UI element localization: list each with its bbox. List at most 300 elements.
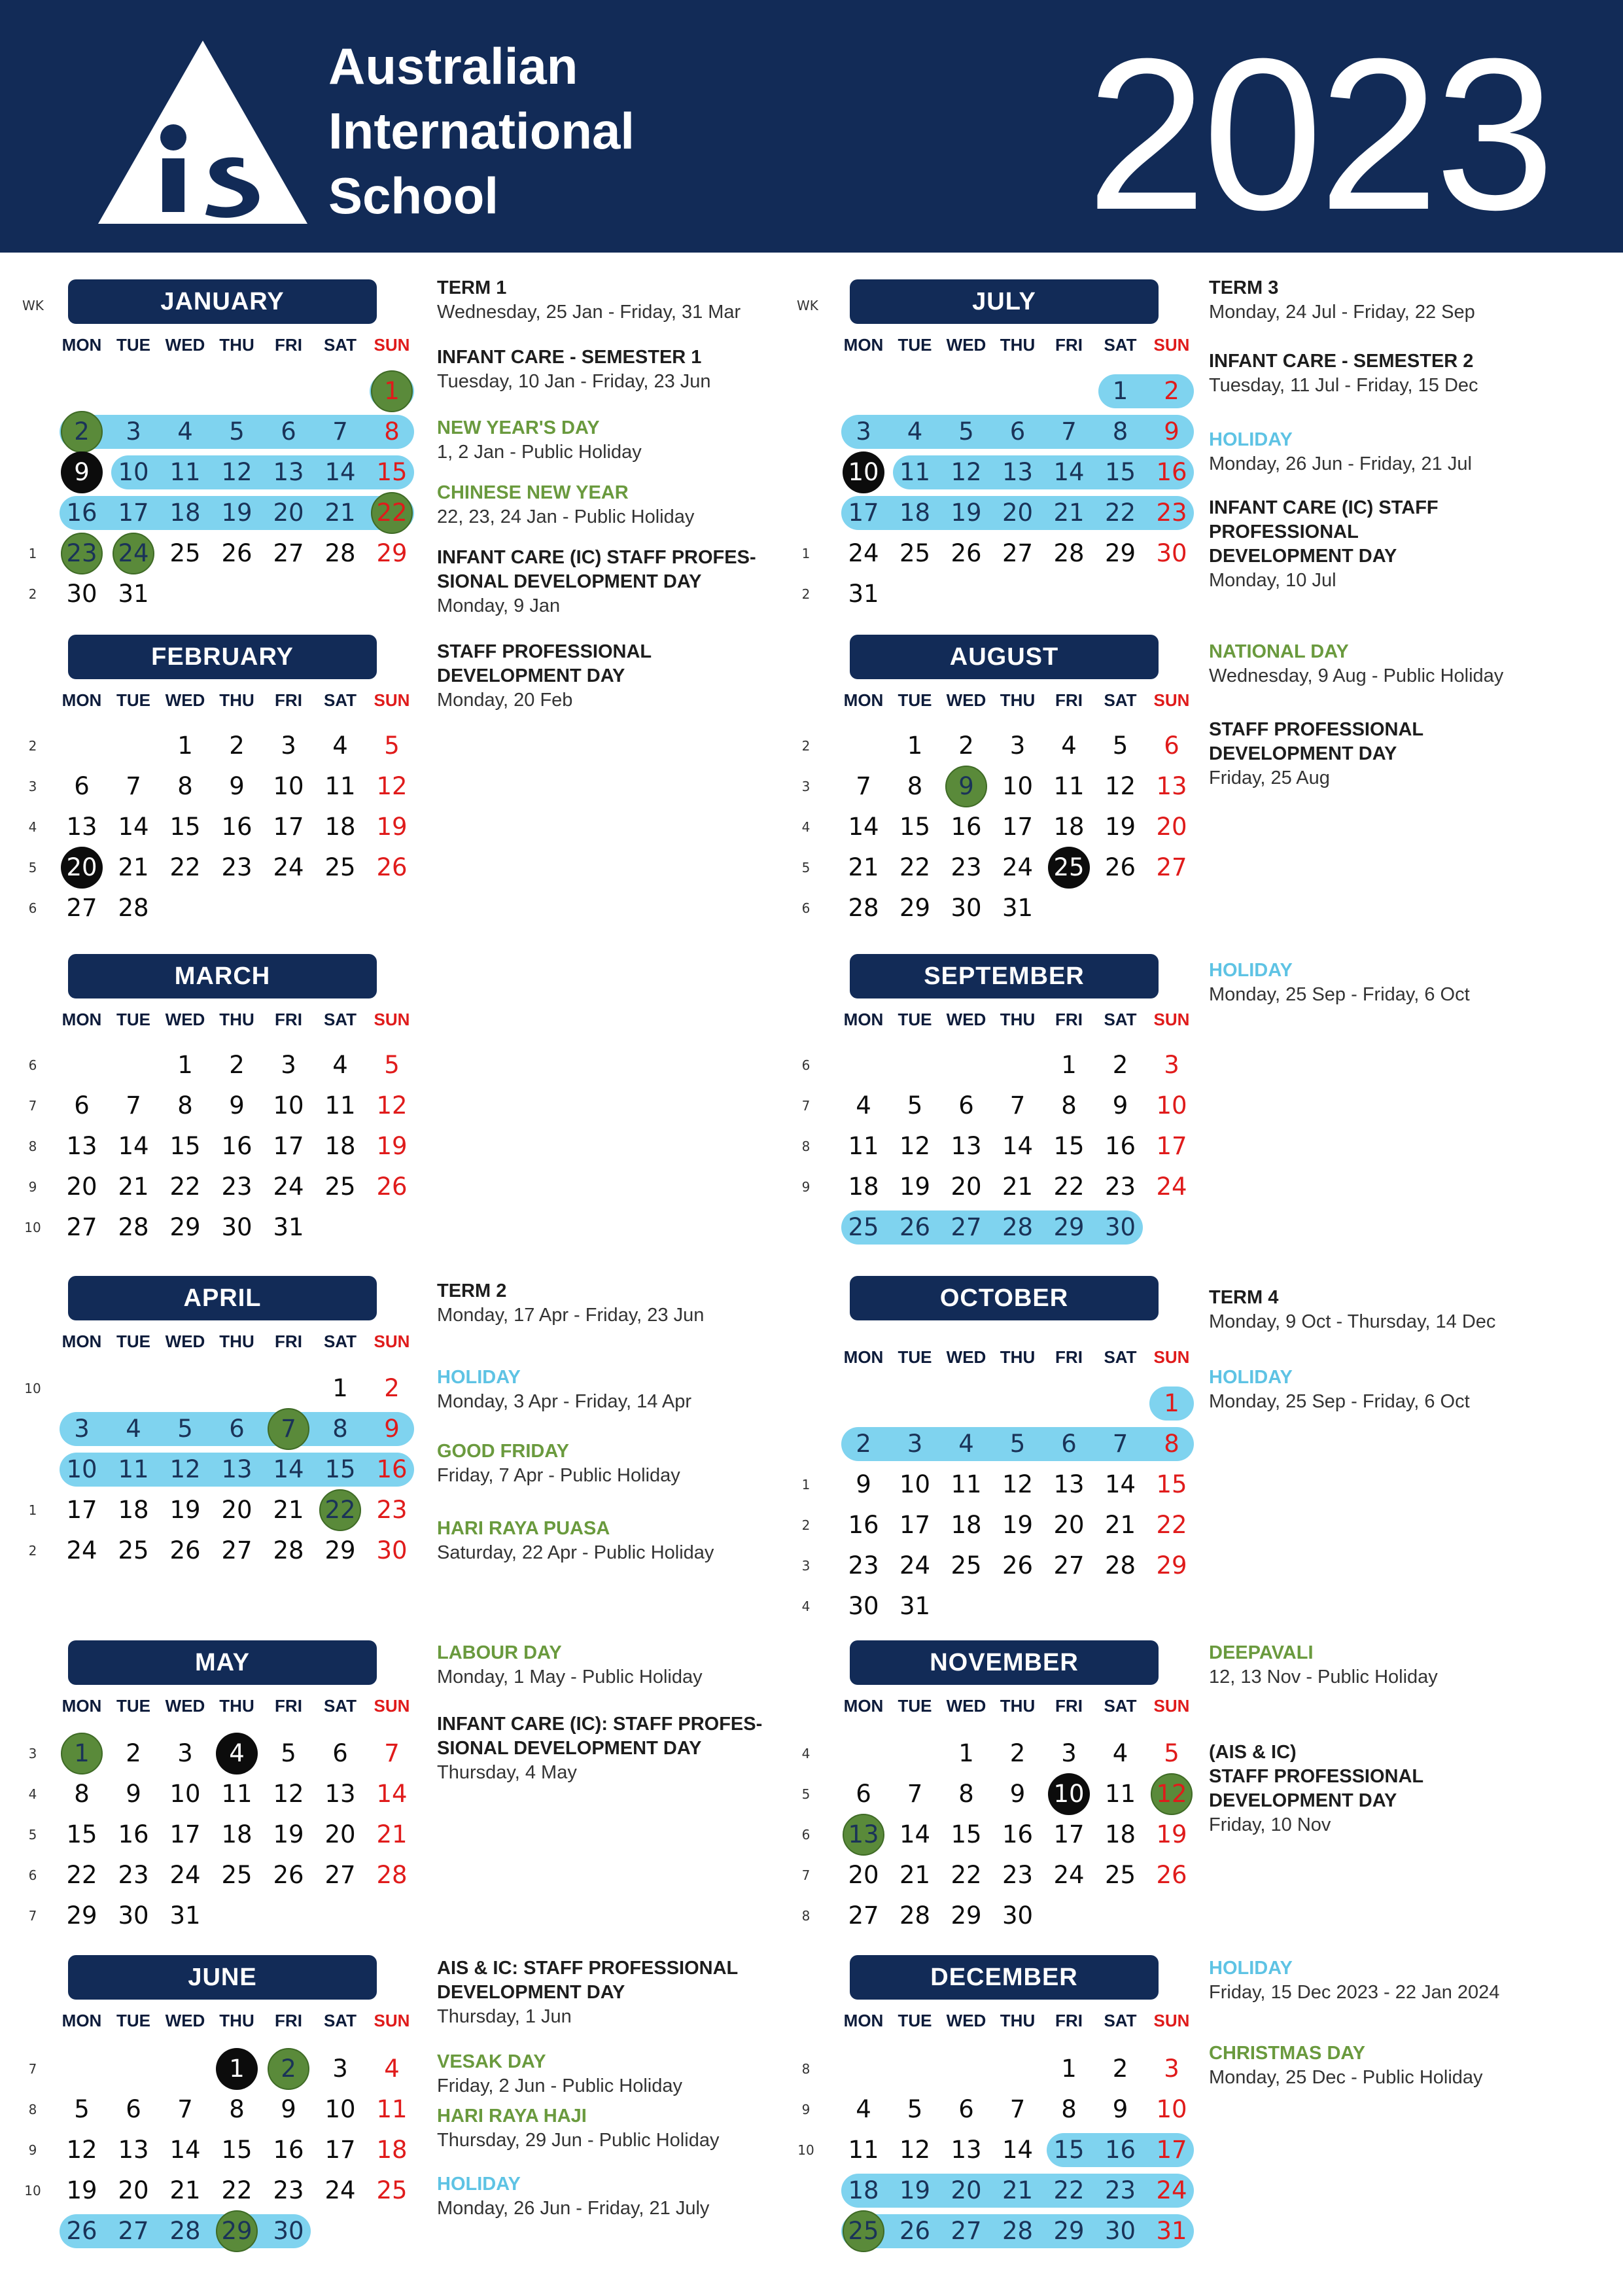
day-cell[interactable]: 17 xyxy=(848,499,879,527)
day-cell[interactable]: 27 xyxy=(951,1213,982,1241)
day-cell[interactable]: 29 xyxy=(951,1901,982,1930)
day-cell[interactable]: 3 xyxy=(74,1415,90,1443)
day-cell[interactable]: 15 xyxy=(1053,2136,1085,2164)
day-cell[interactable]: 15 xyxy=(1104,458,1136,486)
day-cell[interactable]: 4 xyxy=(177,417,193,446)
day-cell[interactable]: 13 xyxy=(324,1780,356,1808)
day-cell[interactable]: 17 xyxy=(899,1511,931,1539)
day-cell[interactable]: 10 xyxy=(899,1470,931,1498)
day-cell[interactable]: 8 xyxy=(229,2095,245,2123)
day-cell[interactable]: 30 xyxy=(66,580,97,608)
day-cell[interactable]: 28 xyxy=(1002,1213,1034,1241)
day-cell[interactable]: 4 xyxy=(229,1739,245,1767)
day-cell[interactable]: 24 xyxy=(273,853,304,881)
day-cell[interactable]: 27 xyxy=(1053,1551,1085,1580)
day-cell[interactable]: 16 xyxy=(66,499,97,527)
day-cell[interactable]: 11 xyxy=(118,1455,149,1483)
day-cell[interactable]: 25 xyxy=(848,2217,879,2245)
day-cell[interactable]: 19 xyxy=(273,1820,304,1848)
day-cell[interactable]: 25 xyxy=(118,1536,149,1564)
day-cell[interactable]: 8 xyxy=(1112,417,1128,446)
day-cell[interactable]: 29 xyxy=(1053,2217,1085,2245)
day-cell[interactable]: 15 xyxy=(169,813,201,841)
day-cell[interactable]: 31 xyxy=(118,580,149,608)
day-cell[interactable]: 13 xyxy=(221,1455,253,1483)
day-cell[interactable]: 14 xyxy=(899,1820,931,1848)
day-cell[interactable]: 31 xyxy=(1156,2217,1187,2245)
day-cell[interactable]: 27 xyxy=(273,539,304,567)
day-cell[interactable]: 26 xyxy=(221,539,253,567)
day-cell[interactable]: 16 xyxy=(118,1820,149,1848)
day-cell[interactable]: 20 xyxy=(951,2176,982,2204)
day-cell[interactable]: 5 xyxy=(958,417,974,446)
day-cell[interactable]: 6 xyxy=(856,1780,871,1808)
day-cell[interactable]: 21 xyxy=(899,1861,931,1889)
day-cell[interactable]: 18 xyxy=(118,1496,149,1524)
day-cell[interactable]: 1 xyxy=(177,732,193,760)
day-cell[interactable]: 17 xyxy=(118,499,149,527)
day-cell[interactable]: 11 xyxy=(951,1470,982,1498)
day-cell[interactable]: 19 xyxy=(376,813,408,841)
day-cell[interactable]: 18 xyxy=(169,499,201,527)
day-cell[interactable]: 24 xyxy=(66,1536,97,1564)
day-cell[interactable]: 10 xyxy=(1156,2095,1187,2123)
day-cell[interactable]: 10 xyxy=(848,458,879,486)
day-cell[interactable]: 25 xyxy=(376,2176,408,2204)
day-cell[interactable]: 30 xyxy=(273,2217,304,2245)
day-cell[interactable]: 21 xyxy=(376,1820,408,1848)
day-cell[interactable]: 6 xyxy=(74,1091,90,1120)
day-cell[interactable]: 16 xyxy=(221,813,253,841)
day-cell[interactable]: 6 xyxy=(958,1091,974,1120)
day-cell[interactable]: 17 xyxy=(273,813,304,841)
day-cell[interactable]: 31 xyxy=(848,580,879,608)
day-cell[interactable]: 18 xyxy=(324,813,356,841)
day-cell[interactable]: 15 xyxy=(66,1820,97,1848)
day-cell[interactable]: 5 xyxy=(1112,732,1128,760)
day-cell[interactable]: 8 xyxy=(177,772,193,800)
day-cell[interactable]: 9 xyxy=(229,772,245,800)
day-cell[interactable]: 25 xyxy=(899,539,931,567)
day-cell[interactable]: 26 xyxy=(66,2217,97,2245)
day-cell[interactable]: 29 xyxy=(1156,1551,1187,1580)
day-cell[interactable]: 20 xyxy=(1156,813,1187,841)
day-cell[interactable]: 26 xyxy=(376,1173,408,1201)
day-cell[interactable]: 23 xyxy=(1104,1173,1136,1201)
day-cell[interactable]: 18 xyxy=(376,2136,408,2164)
day-cell[interactable]: 9 xyxy=(1164,417,1179,446)
day-cell[interactable]: 7 xyxy=(1112,1430,1128,1458)
day-cell[interactable]: 26 xyxy=(376,853,408,881)
day-cell[interactable]: 6 xyxy=(229,1415,245,1443)
day-cell[interactable]: 27 xyxy=(118,2217,149,2245)
day-cell[interactable]: 3 xyxy=(281,732,296,760)
day-cell[interactable]: 12 xyxy=(1156,1780,1187,1808)
day-cell[interactable]: 23 xyxy=(1002,1861,1034,1889)
day-cell[interactable]: 29 xyxy=(324,1536,356,1564)
day-cell[interactable]: 5 xyxy=(177,1415,193,1443)
day-cell[interactable]: 7 xyxy=(384,1739,400,1767)
day-cell[interactable]: 5 xyxy=(229,417,245,446)
day-cell[interactable]: 3 xyxy=(1009,732,1026,760)
day-cell[interactable]: 7 xyxy=(126,1091,141,1120)
day-cell[interactable]: 2 xyxy=(1009,1739,1026,1767)
day-cell[interactable]: 1 xyxy=(1061,1051,1077,1079)
day-cell[interactable]: 14 xyxy=(1002,1132,1034,1160)
day-cell[interactable]: 4 xyxy=(856,2095,871,2123)
day-cell[interactable]: 14 xyxy=(324,458,356,486)
day-cell[interactable]: 29 xyxy=(376,539,408,567)
day-cell[interactable]: 1 xyxy=(332,1374,348,1402)
day-cell[interactable]: 22 xyxy=(169,853,201,881)
day-cell[interactable]: 25 xyxy=(951,1551,982,1580)
day-cell[interactable]: 19 xyxy=(1002,1511,1034,1539)
day-cell[interactable]: 20 xyxy=(118,2176,149,2204)
day-cell[interactable]: 27 xyxy=(1156,853,1187,881)
day-cell[interactable]: 9 xyxy=(384,1415,400,1443)
day-cell[interactable]: 25 xyxy=(1104,1861,1136,1889)
day-cell[interactable]: 6 xyxy=(126,2095,141,2123)
day-cell[interactable]: 30 xyxy=(376,1536,408,1564)
day-cell[interactable]: 20 xyxy=(66,853,97,881)
day-cell[interactable]: 22 xyxy=(66,1861,97,1889)
day-cell[interactable]: 30 xyxy=(1104,1213,1136,1241)
day-cell[interactable]: 10 xyxy=(66,1455,97,1483)
day-cell[interactable]: 17 xyxy=(1156,2136,1187,2164)
day-cell[interactable]: 26 xyxy=(169,1536,201,1564)
day-cell[interactable]: 10 xyxy=(273,772,304,800)
day-cell[interactable]: 4 xyxy=(907,417,923,446)
day-cell[interactable]: 22 xyxy=(324,1496,356,1524)
day-cell[interactable]: 7 xyxy=(1009,1091,1026,1120)
day-cell[interactable]: 17 xyxy=(1053,1820,1085,1848)
day-cell[interactable]: 3 xyxy=(907,1430,923,1458)
day-cell[interactable]: 8 xyxy=(1061,2095,1077,2123)
day-cell[interactable]: 10 xyxy=(118,458,149,486)
day-cell[interactable]: 7 xyxy=(1009,2095,1026,2123)
day-cell[interactable]: 13 xyxy=(848,1820,879,1848)
day-cell[interactable]: 27 xyxy=(66,894,97,922)
day-cell[interactable]: 8 xyxy=(332,1415,348,1443)
day-cell[interactable]: 6 xyxy=(1164,732,1179,760)
day-cell[interactable]: 9 xyxy=(126,1780,141,1808)
day-cell[interactable]: 3 xyxy=(1164,2055,1179,2083)
day-cell[interactable]: 13 xyxy=(951,1132,982,1160)
day-cell[interactable]: 7 xyxy=(126,772,141,800)
day-cell[interactable]: 12 xyxy=(273,1780,304,1808)
day-cell[interactable]: 17 xyxy=(169,1820,201,1848)
day-cell[interactable]: 20 xyxy=(273,499,304,527)
day-cell[interactable]: 4 xyxy=(1061,732,1077,760)
day-cell[interactable]: 3 xyxy=(281,1051,296,1079)
day-cell[interactable]: 24 xyxy=(118,539,149,567)
day-cell[interactable]: 1 xyxy=(958,1739,974,1767)
day-cell[interactable]: 8 xyxy=(958,1780,974,1808)
day-cell[interactable]: 22 xyxy=(169,1173,201,1201)
day-cell[interactable]: 18 xyxy=(848,2176,879,2204)
day-cell[interactable]: 9 xyxy=(856,1470,871,1498)
day-cell[interactable]: 28 xyxy=(324,539,356,567)
day-cell[interactable]: 24 xyxy=(273,1173,304,1201)
day-cell[interactable]: 1 xyxy=(384,377,400,405)
day-cell[interactable]: 23 xyxy=(66,539,97,567)
day-cell[interactable]: 1 xyxy=(1164,1389,1179,1417)
day-cell[interactable]: 25 xyxy=(848,1213,879,1241)
day-cell[interactable]: 8 xyxy=(74,1780,90,1808)
day-cell[interactable]: 4 xyxy=(332,732,348,760)
day-cell[interactable]: 18 xyxy=(324,1132,356,1160)
day-cell[interactable]: 23 xyxy=(221,853,253,881)
day-cell[interactable]: 12 xyxy=(899,1132,931,1160)
day-cell[interactable]: 31 xyxy=(273,1213,304,1241)
day-cell[interactable]: 12 xyxy=(1002,1470,1034,1498)
day-cell[interactable]: 5 xyxy=(281,1739,296,1767)
day-cell[interactable]: 29 xyxy=(899,894,931,922)
day-cell[interactable]: 2 xyxy=(1112,1051,1128,1079)
day-cell[interactable]: 31 xyxy=(899,1592,931,1620)
day-cell[interactable]: 22 xyxy=(951,1861,982,1889)
day-cell[interactable]: 9 xyxy=(281,2095,296,2123)
day-cell[interactable]: 2 xyxy=(74,417,90,446)
day-cell[interactable]: 28 xyxy=(273,1536,304,1564)
day-cell[interactable]: 24 xyxy=(1002,853,1034,881)
day-cell[interactable]: 21 xyxy=(848,853,879,881)
day-cell[interactable]: 21 xyxy=(1002,2176,1034,2204)
day-cell[interactable]: 5 xyxy=(907,1091,923,1120)
day-cell[interactable]: 19 xyxy=(376,1132,408,1160)
day-cell[interactable]: 9 xyxy=(1112,2095,1128,2123)
day-cell[interactable]: 4 xyxy=(856,1091,871,1120)
day-cell[interactable]: 14 xyxy=(1104,1470,1136,1498)
day-cell[interactable]: 27 xyxy=(951,2217,982,2245)
day-cell[interactable]: 15 xyxy=(899,813,931,841)
day-cell[interactable]: 6 xyxy=(1061,1430,1077,1458)
day-cell[interactable]: 6 xyxy=(332,1739,348,1767)
day-cell[interactable]: 19 xyxy=(66,2176,97,2204)
day-cell[interactable]: 15 xyxy=(221,2136,253,2164)
day-cell[interactable]: 11 xyxy=(899,458,931,486)
day-cell[interactable]: 11 xyxy=(1104,1780,1136,1808)
day-cell[interactable]: 26 xyxy=(1002,1551,1034,1580)
day-cell[interactable]: 8 xyxy=(177,1091,193,1120)
day-cell[interactable]: 27 xyxy=(66,1213,97,1241)
day-cell[interactable]: 3 xyxy=(332,2055,348,2083)
day-cell[interactable]: 27 xyxy=(324,1861,356,1889)
day-cell[interactable]: 27 xyxy=(221,1536,253,1564)
day-cell[interactable]: 28 xyxy=(1053,539,1085,567)
day-cell[interactable]: 29 xyxy=(1053,1213,1085,1241)
day-cell[interactable]: 24 xyxy=(848,539,879,567)
day-cell[interactable]: 20 xyxy=(1002,499,1034,527)
day-cell[interactable]: 15 xyxy=(1053,1132,1085,1160)
day-cell[interactable]: 22 xyxy=(1104,499,1136,527)
day-cell[interactable]: 29 xyxy=(1104,539,1136,567)
day-cell[interactable]: 19 xyxy=(221,499,253,527)
day-cell[interactable]: 2 xyxy=(958,732,974,760)
day-cell[interactable]: 6 xyxy=(281,417,296,446)
day-cell[interactable]: 10 xyxy=(1156,1091,1187,1120)
day-cell[interactable]: 16 xyxy=(273,2136,304,2164)
day-cell[interactable]: 4 xyxy=(126,1415,141,1443)
day-cell[interactable]: 18 xyxy=(1053,813,1085,841)
day-cell[interactable]: 6 xyxy=(958,2095,974,2123)
day-cell[interactable]: 3 xyxy=(856,417,871,446)
day-cell[interactable]: 3 xyxy=(126,417,141,446)
day-cell[interactable]: 13 xyxy=(1156,772,1187,800)
day-cell[interactable]: 15 xyxy=(324,1455,356,1483)
day-cell[interactable]: 21 xyxy=(273,1496,304,1524)
day-cell[interactable]: 11 xyxy=(169,458,201,486)
day-cell[interactable]: 19 xyxy=(169,1496,201,1524)
day-cell[interactable]: 28 xyxy=(376,1861,408,1889)
day-cell[interactable]: 21 xyxy=(324,499,356,527)
day-cell[interactable]: 12 xyxy=(376,772,408,800)
day-cell[interactable]: 29 xyxy=(66,1901,97,1930)
day-cell[interactable]: 16 xyxy=(1156,458,1187,486)
day-cell[interactable]: 24 xyxy=(1156,1173,1187,1201)
day-cell[interactable]: 16 xyxy=(1104,2136,1136,2164)
day-cell[interactable]: 4 xyxy=(958,1430,974,1458)
day-cell[interactable]: 5 xyxy=(384,732,400,760)
day-cell[interactable]: 21 xyxy=(1053,499,1085,527)
day-cell[interactable]: 20 xyxy=(66,1173,97,1201)
day-cell[interactable]: 24 xyxy=(169,1861,201,1889)
day-cell[interactable]: 16 xyxy=(1002,1820,1034,1848)
day-cell[interactable]: 18 xyxy=(951,1511,982,1539)
day-cell[interactable]: 18 xyxy=(221,1820,253,1848)
day-cell[interactable]: 5 xyxy=(384,1051,400,1079)
day-cell[interactable]: 26 xyxy=(899,2217,931,2245)
day-cell[interactable]: 2 xyxy=(229,732,245,760)
day-cell[interactable]: 8 xyxy=(907,772,923,800)
day-cell[interactable]: 8 xyxy=(1061,1091,1077,1120)
day-cell[interactable]: 23 xyxy=(848,1551,879,1580)
day-cell[interactable]: 2 xyxy=(126,1739,141,1767)
day-cell[interactable]: 25 xyxy=(169,539,201,567)
day-cell[interactable]: 9 xyxy=(1112,1091,1128,1120)
day-cell[interactable]: 11 xyxy=(376,2095,408,2123)
day-cell[interactable]: 31 xyxy=(1002,894,1034,922)
day-cell[interactable]: 29 xyxy=(221,2217,253,2245)
day-cell[interactable]: 25 xyxy=(324,1173,356,1201)
day-cell[interactable]: 1 xyxy=(229,2055,245,2083)
day-cell[interactable]: 20 xyxy=(848,1861,879,1889)
day-cell[interactable]: 23 xyxy=(376,1496,408,1524)
day-cell[interactable]: 26 xyxy=(1104,853,1136,881)
day-cell[interactable]: 11 xyxy=(848,2136,879,2164)
day-cell[interactable]: 26 xyxy=(273,1861,304,1889)
day-cell[interactable]: 28 xyxy=(899,1901,931,1930)
day-cell[interactable]: 4 xyxy=(1112,1739,1128,1767)
day-cell[interactable]: 25 xyxy=(1053,853,1085,881)
day-cell[interactable]: 21 xyxy=(118,1173,149,1201)
day-cell[interactable]: 5 xyxy=(1009,1430,1026,1458)
day-cell[interactable]: 10 xyxy=(1053,1780,1085,1808)
day-cell[interactable]: 12 xyxy=(951,458,982,486)
day-cell[interactable]: 2 xyxy=(1112,2055,1128,2083)
day-cell[interactable]: 16 xyxy=(376,1455,408,1483)
day-cell[interactable]: 25 xyxy=(221,1861,253,1889)
day-cell[interactable]: 2 xyxy=(229,1051,245,1079)
day-cell[interactable]: 3 xyxy=(177,1739,193,1767)
day-cell[interactable]: 13 xyxy=(118,2136,149,2164)
day-cell[interactable]: 28 xyxy=(848,894,879,922)
day-cell[interactable]: 11 xyxy=(1053,772,1085,800)
day-cell[interactable]: 28 xyxy=(1002,2217,1034,2245)
day-cell[interactable]: 9 xyxy=(1009,1780,1026,1808)
day-cell[interactable]: 21 xyxy=(169,2176,201,2204)
day-cell[interactable]: 24 xyxy=(324,2176,356,2204)
day-cell[interactable]: 17 xyxy=(66,1496,97,1524)
day-cell[interactable]: 28 xyxy=(118,1213,149,1241)
day-cell[interactable]: 13 xyxy=(1053,1470,1085,1498)
day-cell[interactable]: 11 xyxy=(324,1091,356,1120)
day-cell[interactable]: 18 xyxy=(1104,1820,1136,1848)
day-cell[interactable]: 6 xyxy=(1009,417,1026,446)
day-cell[interactable]: 10 xyxy=(1002,772,1034,800)
day-cell[interactable]: 23 xyxy=(221,1173,253,1201)
day-cell[interactable]: 3 xyxy=(1164,1051,1179,1079)
day-cell[interactable]: 20 xyxy=(324,1820,356,1848)
day-cell[interactable]: 14 xyxy=(1002,2136,1034,2164)
day-cell[interactable]: 16 xyxy=(221,1132,253,1160)
day-cell[interactable]: 17 xyxy=(1156,1132,1187,1160)
day-cell[interactable]: 12 xyxy=(376,1091,408,1120)
day-cell[interactable]: 19 xyxy=(1156,1820,1187,1848)
day-cell[interactable]: 24 xyxy=(899,1551,931,1580)
day-cell[interactable]: 10 xyxy=(324,2095,356,2123)
day-cell[interactable]: 24 xyxy=(1156,2176,1187,2204)
day-cell[interactable]: 19 xyxy=(899,1173,931,1201)
day-cell[interactable]: 7 xyxy=(177,2095,193,2123)
day-cell[interactable]: 11 xyxy=(221,1780,253,1808)
day-cell[interactable]: 30 xyxy=(1002,1901,1034,1930)
day-cell[interactable]: 22 xyxy=(1156,1511,1187,1539)
day-cell[interactable]: 22 xyxy=(1053,2176,1085,2204)
day-cell[interactable]: 12 xyxy=(221,458,253,486)
day-cell[interactable]: 12 xyxy=(66,2136,97,2164)
day-cell[interactable]: 21 xyxy=(118,853,149,881)
day-cell[interactable]: 1 xyxy=(177,1051,193,1079)
day-cell[interactable]: 16 xyxy=(951,813,982,841)
day-cell[interactable]: 27 xyxy=(848,1901,879,1930)
day-cell[interactable]: 14 xyxy=(169,2136,201,2164)
day-cell[interactable]: 26 xyxy=(951,539,982,567)
day-cell[interactable]: 9 xyxy=(74,458,90,486)
day-cell[interactable]: 1 xyxy=(1061,2055,1077,2083)
day-cell[interactable]: 13 xyxy=(66,813,97,841)
day-cell[interactable]: 14 xyxy=(1053,458,1085,486)
day-cell[interactable]: 4 xyxy=(332,1051,348,1079)
day-cell[interactable]: 15 xyxy=(951,1820,982,1848)
day-cell[interactable]: 30 xyxy=(221,1213,253,1241)
day-cell[interactable]: 17 xyxy=(1002,813,1034,841)
day-cell[interactable]: 20 xyxy=(951,1173,982,1201)
day-cell[interactable]: 8 xyxy=(1164,1430,1179,1458)
day-cell[interactable]: 6 xyxy=(74,772,90,800)
day-cell[interactable]: 30 xyxy=(1156,539,1187,567)
day-cell[interactable]: 23 xyxy=(951,853,982,881)
day-cell[interactable]: 28 xyxy=(118,894,149,922)
day-cell[interactable]: 18 xyxy=(848,1173,879,1201)
day-cell[interactable]: 22 xyxy=(899,853,931,881)
day-cell[interactable]: 2 xyxy=(384,1374,400,1402)
day-cell[interactable]: 13 xyxy=(951,2136,982,2164)
day-cell[interactable]: 23 xyxy=(1104,2176,1136,2204)
day-cell[interactable]: 23 xyxy=(118,1861,149,1889)
day-cell[interactable]: 30 xyxy=(118,1901,149,1930)
day-cell[interactable]: 9 xyxy=(958,772,974,800)
